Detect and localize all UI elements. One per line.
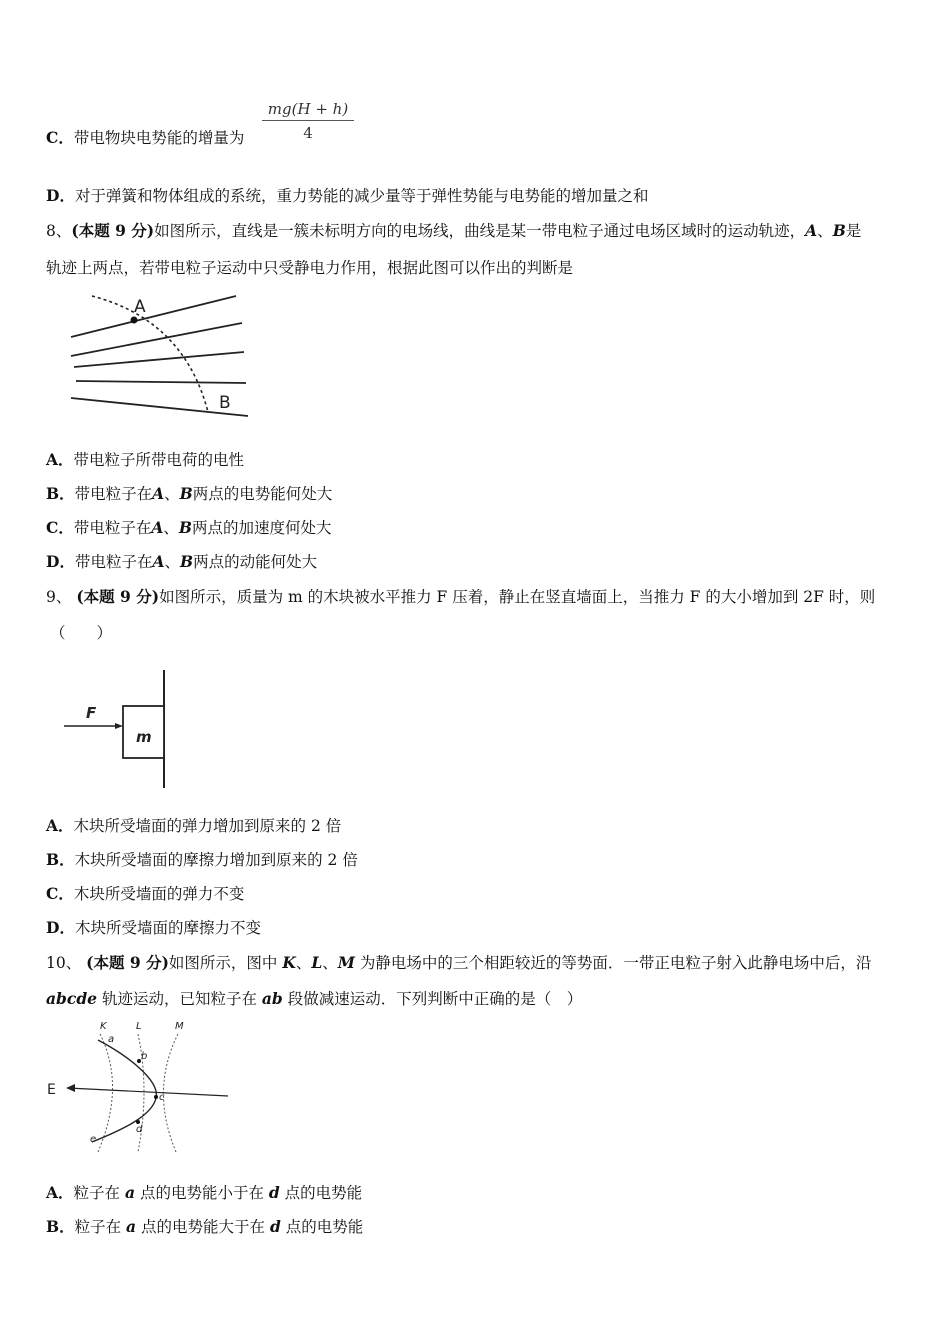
q8-stem-line2: 轨迹上两点，若带电粒子运动中只受静电力作用，根据此图可以作出的判断是 <box>46 259 574 277</box>
separator: 、 <box>295 954 312 972</box>
question-text: 如图所示，质量为 m 的木块被水平推力 F 压着，静止在竖直墙面上，当推力 F 的大小增加到 2F 时，则 <box>159 588 876 606</box>
point-c-dot <box>154 1095 158 1099</box>
option-text: 粒子在 <box>73 1184 125 1202</box>
question-text: 为静电场中的三个相距较近的等势面．一带正电粒子射入此静电场中后，沿 <box>354 954 872 972</box>
option-text: 粒子在 <box>74 1218 127 1236</box>
label-m: M <box>175 1021 184 1032</box>
particle-trajectory <box>92 296 208 412</box>
option-text: 点的电势能 <box>280 1218 364 1236</box>
label-a: A <box>134 297 146 317</box>
option-text: 点的电势能大于在 <box>136 1218 270 1236</box>
option-label: D． <box>46 918 75 937</box>
q10-option-b <box>46 1217 363 1237</box>
formula-denominator: 4 <box>303 124 313 142</box>
option-text: 木块所受墙面的弹力不变 <box>73 885 245 903</box>
q9-stem-line2: （ ） <box>50 624 113 642</box>
option-text: 两点的电势能何处大 <box>192 485 333 503</box>
field-arrow-head <box>66 1084 75 1092</box>
separator: 、 <box>322 954 338 972</box>
question-score: (本题 9 分) <box>86 953 169 972</box>
point-b-label: B <box>180 552 194 571</box>
question-text: 段做减速运动．下列判断中正确的是（ ） <box>282 990 583 1008</box>
label-b: B <box>219 393 231 413</box>
option-text: 木块所受墙面的摩擦力增加到原来的 2 倍 <box>74 851 358 869</box>
option-text: 对于弹簧和物体组成的系统，重力势能的减少量等于弹性势能与电势能的增加量之和 <box>74 187 649 205</box>
q10-stem-line1 <box>46 953 871 973</box>
separator: 、 <box>164 553 181 571</box>
q8-option-c <box>46 518 332 538</box>
option-text: 带电物块电势能的增量为 <box>73 129 245 147</box>
label-e-field: E <box>47 1082 56 1098</box>
label-d: d <box>136 1124 143 1135</box>
formula-fraction <box>262 100 354 142</box>
separator: 、 <box>164 485 180 503</box>
point-a-label: A <box>805 221 818 240</box>
formula-numerator: mg(H + h) <box>262 100 354 121</box>
point-a-dot <box>131 317 138 324</box>
surface-l-label: L <box>311 953 323 972</box>
field-line <box>74 352 244 367</box>
option-text: 带电粒子在 <box>74 485 153 503</box>
q8-option-b <box>46 484 332 504</box>
q9-option-b <box>46 850 358 870</box>
point-label: d <box>269 1217 281 1236</box>
point-a-label: A <box>152 484 165 503</box>
surface-m-label: M <box>337 953 355 972</box>
q7-option-d <box>46 186 648 206</box>
option-label: C． <box>46 884 74 903</box>
q9-option-c <box>46 884 244 904</box>
force-label: F <box>86 704 97 722</box>
segment-label: ab <box>261 989 283 1008</box>
question-text: 轨迹运动，已知粒子在 <box>97 990 262 1008</box>
question-text: 是 <box>845 222 862 240</box>
option-label: C． <box>46 128 74 147</box>
point-label: a <box>124 1183 136 1202</box>
option-label: A． <box>46 816 74 835</box>
point-a-label: A <box>151 518 164 537</box>
option-label: C． <box>46 518 74 537</box>
question-text: 如图所示，直线是一簇未标明方向的电场线，曲线是某一带电粒子通过电场区域时的运动轨迹， <box>154 222 806 240</box>
option-text: 点的电势能 <box>279 1184 363 1202</box>
question-number: 8、 <box>46 222 72 240</box>
question-number: 9、 <box>46 588 72 606</box>
label-b: b <box>141 1051 148 1062</box>
option-label: B． <box>46 850 75 869</box>
option-text: 带电粒子在 <box>73 519 152 537</box>
q7-option-c <box>46 128 244 148</box>
option-text: 两点的加速度何处大 <box>192 519 332 537</box>
q10-equipotential-figure <box>42 1018 242 1160</box>
mass-label: m <box>136 728 152 746</box>
point-b-label: B <box>179 484 193 503</box>
field-line <box>71 296 236 337</box>
force-arrow-head <box>115 723 123 729</box>
separator: 、 <box>163 519 179 537</box>
q8-option-a <box>46 450 244 470</box>
separator: 、 <box>817 222 833 240</box>
option-label: B． <box>46 1217 75 1236</box>
q10-stem-line2 <box>46 989 582 1009</box>
question-score: (本题 9 分) <box>71 221 155 240</box>
label-c: c <box>159 1092 165 1103</box>
trajectory-label: abcde <box>46 989 98 1008</box>
q9-option-d <box>46 918 261 938</box>
question-score: (本题 9 分) <box>76 587 160 606</box>
point-b-label: B <box>178 518 193 537</box>
option-label: D． <box>46 552 75 571</box>
option-text: 木块所受墙面的摩擦力不变 <box>74 919 261 937</box>
point-label: d <box>268 1183 280 1202</box>
question-number: 10、 <box>46 954 82 972</box>
option-text: 点的电势能小于在 <box>135 1184 269 1202</box>
option-text: 带电粒子所带电荷的电性 <box>73 451 245 469</box>
q9-stem-line1 <box>46 587 875 607</box>
label-l: L <box>136 1021 142 1032</box>
q8-stem-line1 <box>46 221 861 241</box>
field-line <box>68 1088 228 1096</box>
option-label: B． <box>46 484 75 503</box>
point-label: a <box>126 1217 137 1236</box>
q9-option-a <box>46 816 341 836</box>
point-a-label: A <box>152 552 165 571</box>
point-b-label: B <box>832 221 846 240</box>
option-text: 木块所受墙面的弹力增加到原来的 2 倍 <box>73 817 342 835</box>
surface-k-label: K <box>282 953 296 972</box>
option-text: 两点的动能何处大 <box>193 553 318 571</box>
label-k: K <box>100 1021 107 1032</box>
question-text: 如图所示，图中 <box>168 954 283 972</box>
q10-option-a <box>46 1183 362 1203</box>
field-line <box>76 381 246 383</box>
option-label: D． <box>46 186 75 205</box>
option-label: A． <box>46 450 74 469</box>
q9-block-wall-figure <box>60 668 180 792</box>
label-a: a <box>108 1034 115 1045</box>
option-label: A． <box>46 1183 74 1202</box>
q8-field-lines-figure <box>66 292 256 422</box>
q8-option-d <box>46 552 317 572</box>
label-e-point: e <box>90 1134 97 1145</box>
option-text: 带电粒子在 <box>74 553 153 571</box>
